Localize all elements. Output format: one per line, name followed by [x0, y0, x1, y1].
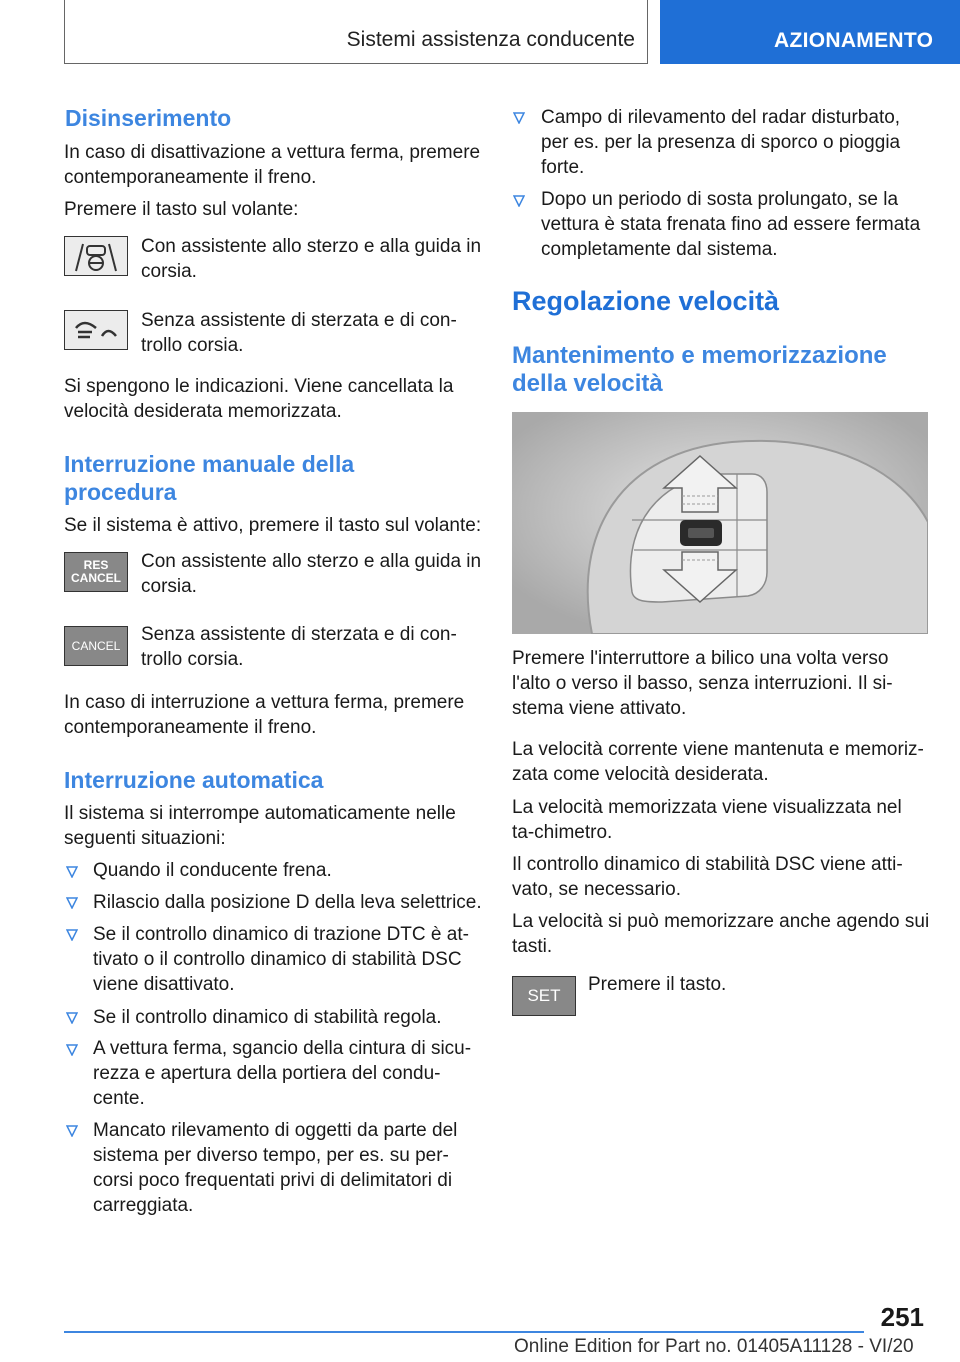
heading-disinserimento: Disinserimento	[65, 105, 232, 131]
paragraph: Si spengono le indicazioni. Viene cancellata la velocità desiderata memorizzata.	[64, 376, 454, 422]
icon-description: Premere il tasto.	[588, 974, 727, 995]
paragraph: Premere l'interruttore a bilico una volta verso l'alto o verso il basso, senza interruzioni. Il si-stema viene attivato.	[512, 648, 893, 719]
icon-description: Con assistente allo sterzo e alla guida in corsia.	[141, 551, 482, 597]
icon-description: Senza assistente di sterzata e di con-trollo corsia.	[141, 310, 457, 356]
page-number: 251	[880, 1302, 924, 1332]
list-item: Se il controllo dinamico di trazione DTC è at-tivato o il controllo dinamico di stabilità DSC viene disattivato.	[93, 924, 469, 995]
list-item: Dopo un periodo di sosta prolungato, se la vettura è stata frenata fino ad essere fermata completamente dal sistema.	[541, 189, 921, 260]
paragraph: La velocità memorizzata viene visualizzata nel ta-chimetro.	[512, 797, 902, 843]
bullet-triangle-icon	[66, 1012, 78, 1024]
paragraph: In caso di interruzione a vettura ferma, premere contemporaneamente il freno.	[64, 692, 465, 738]
bullet-triangle-icon	[513, 195, 525, 207]
paragraph: Il controllo dinamico di stabilità DSC viene atti-vato, se necessario.	[512, 854, 903, 900]
res-cancel-button-icon: RES CANCEL	[64, 552, 128, 592]
list-item: A vettura ferma, sgancio della cintura di sicu-rezza e apertura della portiera del condu-cente.	[93, 1038, 472, 1109]
chapter-tab	[660, 0, 960, 64]
paragraph: La velocità si può memorizzare anche agendo sui tasti.	[512, 911, 930, 957]
list-item: Quando il conducente frena.	[93, 860, 332, 881]
icon-description: Con assistente allo sterzo e alla guida in corsia.	[141, 236, 482, 282]
distance-assist-button-icon	[64, 310, 128, 350]
bullet-triangle-icon	[66, 897, 78, 909]
paragraph: La velocità corrente viene mantenuta e memoriz-zata come velocità desiderata.	[512, 739, 924, 785]
lane-assist-button-icon	[64, 236, 128, 276]
section-title: Sistemi assistenza conducente	[346, 28, 635, 51]
set-button-icon: SET	[512, 976, 576, 1016]
steering-wheel-rocker-photo	[512, 412, 928, 634]
bullet-triangle-icon	[66, 1044, 78, 1056]
list-item: Se il controllo dinamico di stabilità regola.	[93, 1007, 442, 1028]
footer-rule	[64, 1331, 864, 1333]
bullet-triangle-icon	[513, 112, 525, 124]
header-section-box	[64, 0, 648, 64]
paragraph: Il sistema si interrompe automaticamente nelle seguenti situazioni:	[64, 803, 456, 849]
bullet-triangle-icon	[66, 1125, 78, 1137]
list-item: Mancato rilevamento di oggetti da parte del sistema per diverso tempo, per es. su per-corsi poco frequentati privi di delimitatori di carreggiata.	[93, 1120, 458, 1216]
paragraph: Premere il tasto sul volante:	[64, 199, 299, 220]
heading-interruzione-manuale: Interruzione manuale della procedura	[64, 451, 355, 505]
cancel-button-icon: CANCEL	[64, 626, 128, 666]
heading-interruzione-automatica: Interruzione automatica	[64, 767, 324, 793]
paragraph: Se il sistema è attivo, premere il tasto sul volante:	[64, 515, 482, 536]
bullet-triangle-icon	[66, 866, 78, 878]
bullet-triangle-icon	[66, 929, 78, 941]
chapter-tab-label: AZIONAMENTO	[774, 29, 934, 52]
heading-mantenimento: Mantenimento e memorizzazione della velocità	[512, 342, 887, 397]
list-item: Campo di rilevamento del radar disturbato, per es. per la presenza di sporco o pioggia forte.	[541, 107, 901, 178]
heading-regolazione-velocita: Regolazione velocità	[512, 286, 780, 316]
paragraph: In caso di disattivazione a vettura ferma, premere contemporaneamente il freno.	[64, 142, 481, 188]
footer-edition: Online Edition for Part no. 01405A11128 - VI/20	[514, 1336, 914, 1357]
list-item: Rilascio dalla posizione D della leva selettrice.	[93, 892, 482, 913]
icon-description: Senza assistente di sterzata e di con-trollo corsia.	[141, 624, 457, 670]
